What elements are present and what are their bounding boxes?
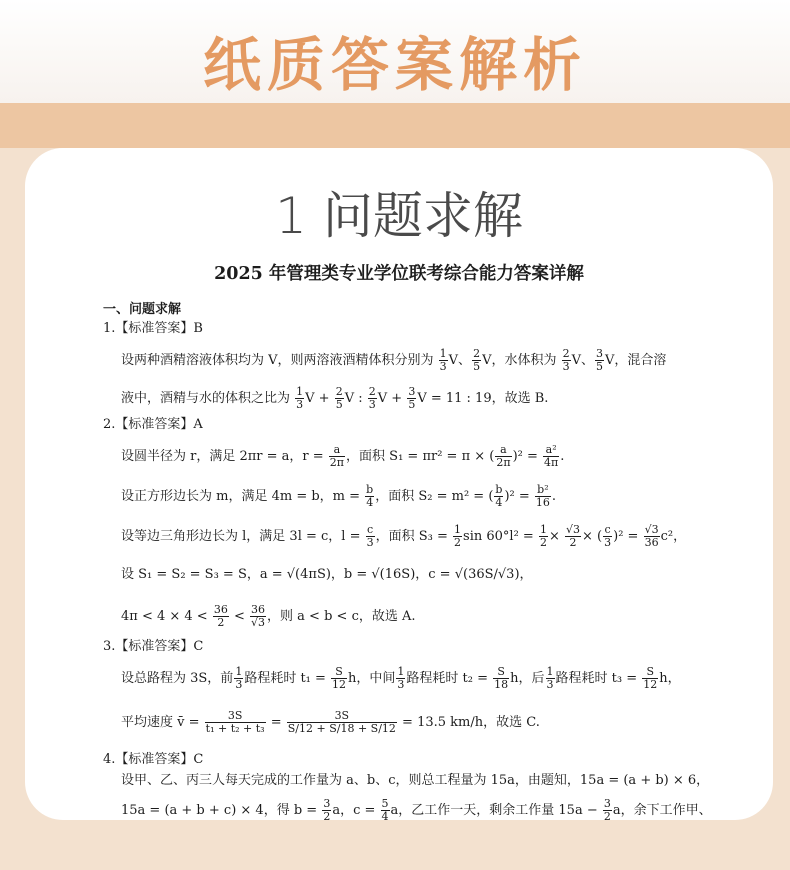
denominator: 16	[535, 496, 550, 509]
numerator: 36	[213, 603, 228, 616]
denominator: 3	[562, 360, 570, 373]
q3-fraction	[546, 666, 555, 691]
numerator: 3	[603, 797, 611, 810]
q2-fraction	[539, 524, 548, 549]
q1-text: V，混合溶	[604, 353, 667, 368]
denominator: 3	[296, 398, 304, 411]
q3-text: h，	[659, 671, 681, 686]
q3-text: h，中间	[348, 671, 396, 686]
q1-fraction	[595, 348, 604, 373]
numerator: S	[331, 666, 347, 679]
header-banner	[0, 0, 790, 103]
q1-fraction	[562, 348, 571, 373]
q1-text: V :	[344, 391, 363, 406]
q2-text: )² =	[504, 489, 530, 504]
q3-fraction	[287, 710, 397, 735]
q2-line-5	[121, 604, 416, 629]
denominator: 2	[539, 536, 547, 549]
numerator: 1	[296, 385, 304, 398]
q2-text: <	[233, 609, 245, 624]
q1-fraction	[472, 348, 481, 373]
q2-fraction	[543, 444, 559, 469]
numerator: 1	[397, 665, 405, 678]
q1-text: V、	[571, 353, 594, 368]
q1-fraction	[407, 386, 416, 411]
numerator: 1	[539, 523, 547, 536]
q4-fraction	[603, 798, 612, 820]
q3-heading: 3.【标准答案】C	[103, 639, 204, 654]
numerator: a	[495, 444, 511, 457]
numerator: 36	[251, 603, 266, 616]
q3-fraction	[493, 666, 509, 691]
q2-text: )² =	[613, 529, 639, 544]
denominator: 2	[454, 536, 462, 549]
q1-fraction	[335, 386, 344, 411]
denominator: √3	[251, 616, 266, 629]
denominator: 2π	[329, 456, 345, 469]
denominator: 3	[604, 536, 612, 549]
numerator: √3	[566, 523, 581, 536]
numerator: 5	[381, 797, 389, 810]
q3-line-2	[121, 710, 540, 735]
numerator: 3	[408, 385, 416, 398]
q4-heading: 4.【标准答案】C	[103, 752, 204, 767]
denominator: 2	[323, 810, 331, 820]
numerator: 2	[562, 347, 570, 360]
numerator: 3S	[205, 710, 266, 723]
q4-fraction	[381, 798, 390, 820]
numerator: a	[329, 444, 345, 457]
q2-fraction	[535, 484, 551, 509]
q1-text: V、	[448, 353, 472, 368]
q4-line-2	[121, 798, 712, 820]
q3-fraction	[331, 666, 347, 691]
q3-fraction	[396, 666, 405, 691]
denominator: 3	[439, 360, 447, 373]
q2-fraction	[453, 524, 462, 549]
q2-fraction	[565, 524, 581, 549]
q3-fraction	[234, 666, 243, 691]
numerator: 3	[595, 347, 603, 360]
q1-text: 液中，酒精与水的体积之比为	[121, 391, 291, 406]
denominator: 5	[595, 360, 603, 373]
q2-text: )² =	[512, 449, 538, 464]
numerator: 1	[546, 665, 554, 678]
q2-fraction	[603, 524, 612, 549]
denominator: 3	[397, 678, 405, 691]
q3-text: 平均速度 v̄ =	[121, 715, 200, 730]
q3-text: 路程耗时 t₃ =	[555, 671, 638, 686]
numerator: 3	[323, 797, 331, 810]
q2-fraction	[365, 484, 374, 509]
q1-text: 设两种酒精溶液体积均为 V，则两溶液酒精体积分别为	[121, 353, 434, 368]
denominator: 2	[217, 616, 225, 629]
q2-text: ×	[548, 529, 560, 544]
denominator: 5	[408, 398, 416, 411]
q3-fraction	[642, 666, 658, 691]
denominator: 3	[368, 398, 376, 411]
q1-heading: 1.【标准答案】B	[103, 321, 203, 336]
q2-fraction	[494, 484, 503, 509]
q2-line-2	[121, 484, 556, 509]
numerator: 3S	[287, 710, 397, 723]
denominator: 4	[366, 496, 374, 509]
q2-text: c²，	[660, 529, 687, 544]
numerator: 1	[454, 523, 462, 536]
q1-fraction	[439, 348, 448, 373]
q4-text: a，c =	[332, 803, 376, 818]
q3-text: 路程耗时 t₂ =	[406, 671, 489, 686]
numerator: √3	[644, 523, 659, 536]
q2-line-4: 设 S₁ = S₂ = S₃ = S，a = √(4πS)，b = √(16S)，c = √(36S/√3)，	[121, 567, 533, 582]
q3-text: 路程耗时 t₁ =	[244, 671, 326, 686]
denominator: 12	[643, 678, 658, 691]
content-card	[25, 148, 773, 820]
denominator: 3	[235, 678, 243, 691]
q2-line-1	[121, 444, 564, 469]
section-title: 1 问题求解	[275, 187, 523, 245]
q2-text: 设等边三角形边长为 l，满足 3l = c，l =	[121, 529, 361, 544]
q1-fraction	[368, 386, 377, 411]
denominator: 12	[332, 678, 347, 691]
q2-text: ，面积 S₂ = m² = (	[375, 489, 494, 504]
q2-text: sin 60°l² =	[463, 529, 534, 544]
q1-text: V +	[305, 391, 330, 406]
denominator: 4	[495, 496, 503, 509]
numerator: 1	[235, 665, 243, 678]
q4-text: a，余下工作甲、	[612, 803, 712, 818]
header-title: 纸质答案解析	[202, 31, 587, 99]
q2-fraction	[366, 524, 375, 549]
numerator: c	[604, 523, 611, 536]
numerator: S	[642, 666, 658, 679]
q1-text: V = 11 : 19，故选 B.	[417, 391, 549, 406]
numerator: b	[495, 483, 503, 496]
q1-text: V +	[377, 391, 403, 406]
part-heading: 一、问题求解	[103, 302, 182, 317]
numerator: 2	[335, 385, 343, 398]
q1-line-2	[121, 386, 548, 411]
q4-line-1: 设甲、乙、丙三人每天完成的工作量为 a、b、c，则总工程量为 15a，由题知，15a = (a + b) × 6，	[121, 773, 710, 788]
q3-text: = 13.5 km/h，故选 C.	[402, 715, 540, 730]
q2-text: .	[560, 449, 565, 464]
denominator: 2π	[496, 456, 511, 469]
q1-text: V，水体积为	[482, 353, 557, 368]
denominator: 3	[546, 678, 554, 691]
q2-text: 4π < 4 × 4 <	[121, 609, 208, 624]
numerator: 2	[368, 385, 376, 398]
denominator: 5	[473, 360, 481, 373]
q3-fraction	[205, 710, 266, 735]
q2-fraction	[644, 524, 660, 549]
q2-line-3	[121, 524, 686, 549]
denominator: 18	[494, 678, 509, 691]
denominator: 3	[366, 536, 374, 549]
numerator: a²	[543, 444, 559, 457]
q2-text: 设正方形边长为 m，满足 4m = b，m =	[121, 489, 361, 504]
q4-fraction	[322, 798, 331, 820]
numerator: 1	[439, 347, 447, 360]
denominator: 2	[603, 810, 611, 820]
numerator: b²	[535, 484, 551, 497]
q3-text: 设总路程为 3S，前	[121, 671, 234, 686]
denominator: S/12 + S/18 + S/12	[287, 722, 396, 735]
numerator: 2	[473, 347, 481, 360]
q3-text: h，后	[510, 671, 545, 686]
denominator: 2	[569, 536, 577, 549]
numerator: S	[493, 666, 509, 679]
q2-fraction	[329, 444, 345, 469]
document-title: 2025 年管理类专业学位联考综合能力答案详解	[214, 264, 584, 284]
q2-text: × (	[582, 529, 603, 544]
q4-text: 15a = (a + b + c) × 4，得 b =	[121, 803, 318, 818]
q2-fraction	[213, 604, 229, 629]
q3-line-1	[121, 666, 681, 691]
q2-text: 设圆半径为 r，满足 2πr = a，r =	[121, 449, 324, 464]
denominator: 36	[644, 536, 659, 549]
denominator: 4	[381, 810, 389, 820]
numerator: c	[367, 523, 374, 536]
q2-text: ，则 a < b < c，故选 A.	[267, 609, 416, 624]
q2-text: ，面积 S₃ =	[375, 529, 448, 544]
header-band	[0, 103, 790, 148]
denominator: t₁ + t₂ + t₃	[205, 722, 265, 735]
q1-fraction	[295, 386, 304, 411]
q4-text: a，乙工作一天，剩余工作量 15a −	[390, 803, 598, 818]
q2-text: ，面积 S₁ = πr² = π × (	[346, 449, 495, 464]
denominator: 4π	[544, 456, 559, 469]
denominator: 5	[335, 398, 343, 411]
q2-fraction	[250, 604, 266, 629]
q2-heading: 2.【标准答案】A	[103, 417, 203, 432]
q3-text: =	[270, 715, 282, 730]
numerator: b	[366, 483, 374, 496]
q1-line-1	[121, 348, 666, 373]
q2-text: .	[551, 489, 557, 504]
q2-fraction	[495, 444, 511, 469]
